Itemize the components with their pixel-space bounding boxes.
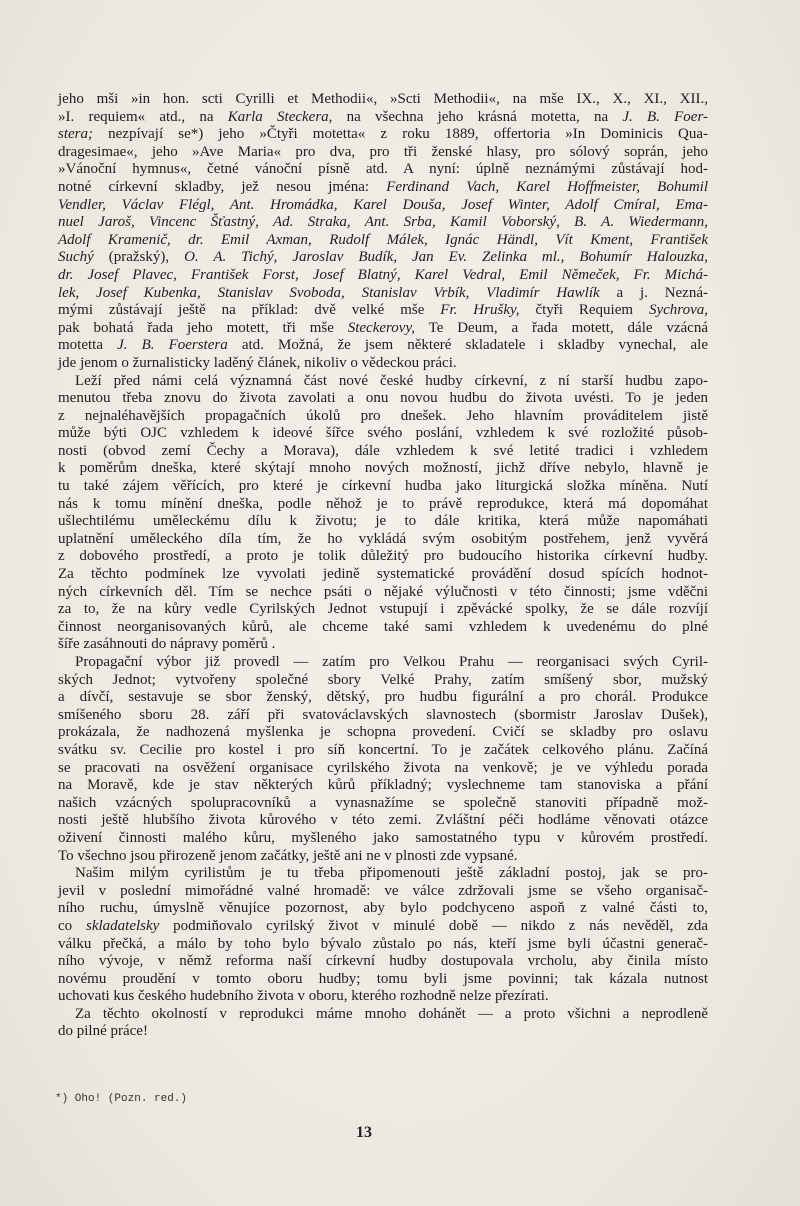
- italic-name: J. B. Foerstera: [117, 337, 228, 354]
- text-run: novému proudění v tomto oboru hudby; tomu byli jsme povinni; tak kázala nutnost: [58, 970, 708, 987]
- text-run: jeho mši »in hon. scti Cyrilli et Methodii«, »Scti Methodii«, na mše IX., X., XI., XII.,: [58, 91, 708, 107]
- text-line: [58, 566, 708, 584]
- text-line: [58, 1023, 708, 1041]
- text-line: [58, 460, 708, 478]
- text-line: [58, 971, 708, 989]
- text-line: [58, 302, 708, 320]
- text-run: jevil v poslední mimořádné valné hromadě: ve válce zdržovali jsme se všeho organisač-: [58, 882, 708, 899]
- italic-name: Steckerovy,: [347, 319, 416, 336]
- text-line: [58, 390, 708, 408]
- article-body: [58, 91, 708, 1041]
- paragraph: [58, 654, 708, 865]
- text-run: motetta: [58, 337, 118, 354]
- text-run: ního vývoje, v němž reforma naší církevní hudby dostupovala vrcholu, aby činila místo: [58, 953, 708, 970]
- text-run: nosti (obvod zemí Čechy a Morava), dále vzhledem k své letité tradici i vzhledem: [58, 442, 708, 459]
- text-run: ných církevních děl. Tím se nechce psáti o nějaké výlučnosti v této činnosti; jsme vděčni: [58, 583, 708, 600]
- text-run: Za těchto okolností v reprodukci máme mnoho dohánět — a proto všichni a neprodleně: [75, 1005, 708, 1022]
- text-run: podmiňovalo cyrilský život v minulé době — nikdo z nás nevěděl, zda: [159, 917, 708, 934]
- paragraph: [58, 373, 708, 655]
- text-run: Propagační výbor již provedl — zatím pro Velkou Prahu — reorganisaci svých Cyril-: [75, 654, 708, 670]
- text-line: [58, 496, 708, 514]
- italic-name: Karla Steckera: [227, 108, 329, 125]
- text-line: [58, 355, 708, 373]
- text-run: do pilné práce!: [58, 1023, 148, 1040]
- text-line: [58, 513, 708, 531]
- text-run: šíře zasáhnouti do nápravy poměrů .: [58, 636, 276, 653]
- text-run: mými zůstávají ještě na příklad: dvě velké mše: [58, 302, 441, 319]
- text-line: [58, 548, 708, 566]
- italic-name: dr. Josef Plavec, František Forst, Josef Blatný, Karel Vedral, Emil Němeček, Fr. Michá-: [58, 266, 708, 283]
- text-run: ušlechtilému uměleckému dílu k životu; je to dále kritika, která může napomáhati: [58, 513, 708, 530]
- text-run: (pražský),: [93, 249, 185, 266]
- page-number: 13: [356, 1124, 372, 1141]
- text-line: [58, 953, 708, 971]
- text-run: »I. requiem« atd., na: [58, 108, 228, 125]
- italic-name: Vendler, Václav Flégl, Ant. Hromádka, Karel Douša, Josef Winter, Adolf Cmíral, Ema-: [58, 196, 708, 213]
- text-run: uchovati kus českého hudebního života v oboru, kterého rozhodně nelze přezírati.: [58, 988, 549, 1005]
- text-line: [58, 91, 708, 109]
- text-line: [58, 795, 708, 813]
- text-run: notné církevní skladby, jež nesou jména:: [58, 178, 387, 195]
- italic-name: Suchý: [58, 249, 94, 266]
- text-line: [58, 760, 708, 778]
- text-line: [58, 214, 708, 232]
- text-line: [58, 443, 708, 461]
- italic-name: Adolf Kramenič, dr. Emil Axman, Rudolf Málek, Ignác Händl, Vít Kment, František: [58, 231, 708, 248]
- text-line: [58, 707, 708, 725]
- text-line: [58, 478, 708, 496]
- text-line: [58, 672, 708, 690]
- text-run: oživení činnosti malého kůru, myšleného jako samostatného typu v kůrovém prostředí.: [58, 829, 708, 846]
- text-line: [58, 531, 708, 549]
- text-run: atd. Možná, že jsem některé skladatele i skladby vynechal, ale: [227, 337, 708, 354]
- text-run: prokázala, že nadhozená myšlenka je schopna provedení. Cvičí se skladby pro oslavu: [58, 724, 708, 741]
- text-run: válku přečká, a málo by toho bylo bývalo zůstalo po nás, kteří jsme byli účastni generač-: [58, 935, 708, 952]
- text-line: [58, 619, 708, 637]
- text-line: [58, 636, 708, 654]
- text-run: co: [58, 917, 86, 934]
- text-run: a j. Nezná-: [599, 284, 708, 301]
- text-run: může býti OJC vzhledem k ideové šířce svého poslání, vzhledem k své rozložité působ-: [58, 425, 708, 442]
- text-run: Te Deum, a řada motett, dále vzácná: [415, 319, 708, 336]
- footnote: *) Oho! (Pozn. red.): [55, 1093, 188, 1105]
- text-line: [58, 267, 708, 285]
- text-run: Našim milým cyrilistům je tu třeba připomenouti ještě základní postoj, jak se pro-: [75, 865, 708, 882]
- text-run: »Vánoční hymnus«, četné vánoční písně atd. A nyní: úplně neznámými zůstávají hod-: [58, 161, 708, 178]
- text-run: Leží před námi celá významná část nové české hudby církevní, z ní starší hudbu zapo-: [75, 372, 708, 389]
- text-line: [58, 936, 708, 954]
- text-line: [58, 848, 708, 866]
- text-run: nezpívají se*) jeho »Čtyři motetta« z roku 1889, offertoria »In Dominicis Qua-: [93, 126, 708, 143]
- text-line: [58, 232, 708, 250]
- text-line: [58, 812, 708, 830]
- text-run: uplatnění uměleckého díla tím, že ho vykládá svým osobitým postřehem, jenž vyvěrá: [58, 530, 708, 547]
- text-run: z dobového prostředí, a proto je tolik důležitý pro budoucího historika církevní hudby.: [58, 548, 708, 565]
- text-run: na Moravě, kde je stav některých kůrů příkladný; vyslechneme tam stanoviska a přání: [58, 777, 708, 794]
- text-run: činnost neorganisovaných kůrů, ale chceme také sami vzhledem k uvedenému do plné: [58, 618, 708, 635]
- paragraph: [58, 91, 708, 373]
- italic-name: skladatelsky: [85, 917, 160, 934]
- text-line: [58, 408, 708, 426]
- italic-name: J. B. Foer-: [622, 108, 708, 125]
- text-line: [58, 109, 708, 127]
- text-line: [58, 742, 708, 760]
- text-run: jde jenom o žurnalisticky laděný článek, nikoliv o vědeckou práci.: [58, 354, 457, 371]
- text-line: [58, 161, 708, 179]
- text-line: [58, 883, 708, 901]
- text-run: k poměrům dneška, které skýtají mnoho nových možností, jichž dříve nebylo, hlavně je: [58, 460, 708, 477]
- text-run: za to, že na kůry vedle Cyrilských Jednot vstupují i zpěvácké spolky, že se dále rozvíjí: [58, 601, 708, 618]
- italic-name: nuel Jaroš, Vincenc Šťastný, Ad. Straka, Ant. Srba, Kamil Voborský, B. A. Wiedermann,: [58, 214, 708, 231]
- paragraph: [58, 865, 708, 1006]
- text-line: [58, 601, 708, 619]
- text-line: [58, 320, 708, 338]
- text-run: ských Jednot; vytvořeny společné sbory Velké Prahy, zatím smíšený sbor, mužský: [58, 671, 708, 688]
- text-run: z nejnaléhavějších propagačních úkolů pro dnešek. Jeho hlavním prováditelem jistě: [58, 407, 708, 424]
- text-line: [58, 179, 708, 197]
- text-run: menutou třeba znovu do života zavolati a onu novou hudbu do života uvésti. To je jeden: [58, 390, 708, 407]
- text-line: [58, 337, 708, 355]
- text-line: [58, 425, 708, 443]
- text-run: se pracovati na osvěžení organisace cyrilského života na venkově; je ve výhledu porada: [58, 759, 708, 776]
- paragraph: [58, 1006, 708, 1041]
- text-line: [58, 249, 708, 267]
- text-run: ního ruchu, úmyslně věnujíce pozornost, aby bylo podchyceno aspoň z valné části to,: [58, 900, 708, 917]
- text-line: [58, 689, 708, 707]
- text-line: [58, 918, 708, 936]
- text-run: a dívčí, sestavuje se sbor ženský, dětský, pro hudbu figurální a pro chorál. Produkce: [58, 689, 708, 706]
- italic-name: lek, Josef Kubenka, Stanislav Svoboda, Stanislav Vrbík, Vladimír Hawlík: [58, 284, 600, 301]
- text-run: tu také zájem věřících, pro které je církevní hudba jako liturgická složka míněna. Nutí: [58, 478, 708, 495]
- text-run: Za těchto podmínek lze vyvolati jedině systematické provádění dosud spících hodnot-: [58, 566, 708, 583]
- text-line: [58, 865, 708, 883]
- text-run: pak bohatá řada jeho motett, tři mše: [58, 319, 348, 336]
- text-run: čtyři Requiem: [519, 302, 649, 319]
- italic-name: Fr. Hrušky,: [440, 302, 520, 319]
- text-line: [58, 373, 708, 391]
- text-line: [58, 777, 708, 795]
- italic-name: Sychrova,: [648, 302, 708, 319]
- text-line: [58, 830, 708, 848]
- text-run: To všechno jsou přirozeně jenom začátky, ještě ani ne v plnosti zde vypsané.: [58, 847, 518, 864]
- text-line: [58, 584, 708, 602]
- text-run: dragesimae«, jeho »Ave Maria« pro dva, pro tři ženské hlasy, pro sólový soprán, jeho: [58, 143, 708, 160]
- text-run: , na všechna jeho krásná motetta, na: [328, 108, 623, 125]
- text-line: [58, 988, 708, 1006]
- italic-name: O. A. Tichý, Jaroslav Budík, Jan Ev. Zelinka ml., Bohumír Halouzka,: [184, 249, 708, 266]
- text-line: [58, 1006, 708, 1024]
- text-line: [58, 126, 708, 144]
- text-line: [58, 654, 708, 672]
- text-line: [58, 197, 708, 215]
- text-run: smíšeného sboru 28. září při svatováclavských slavnostech (sbormistr Jaroslav Dušek),: [58, 706, 708, 723]
- text-run: našich vzácných spolupracovníků a vynasnažíme se společně stanoviti případně mož-: [58, 794, 708, 811]
- italic-name: stera;: [58, 126, 93, 143]
- text-line: [58, 144, 708, 162]
- text-run: nás k tomu mínění dneška, podle něhož je to právě reprodukce, která má dopomáhat: [58, 495, 708, 512]
- text-run: nosti ještě hlubšího života kůrového v této zemi. Zvláštní péči hodláme věnovati otázce: [58, 812, 708, 829]
- text-run: svátku sv. Cecilie pro kostel i pro síň koncertní. To je začátek celkového plánu. Začíná: [58, 741, 708, 758]
- italic-name: Ferdinand Vach, Karel Hoffmeister, Bohumil: [386, 178, 708, 195]
- text-line: [58, 285, 708, 303]
- text-line: [58, 900, 708, 918]
- text-line: [58, 724, 708, 742]
